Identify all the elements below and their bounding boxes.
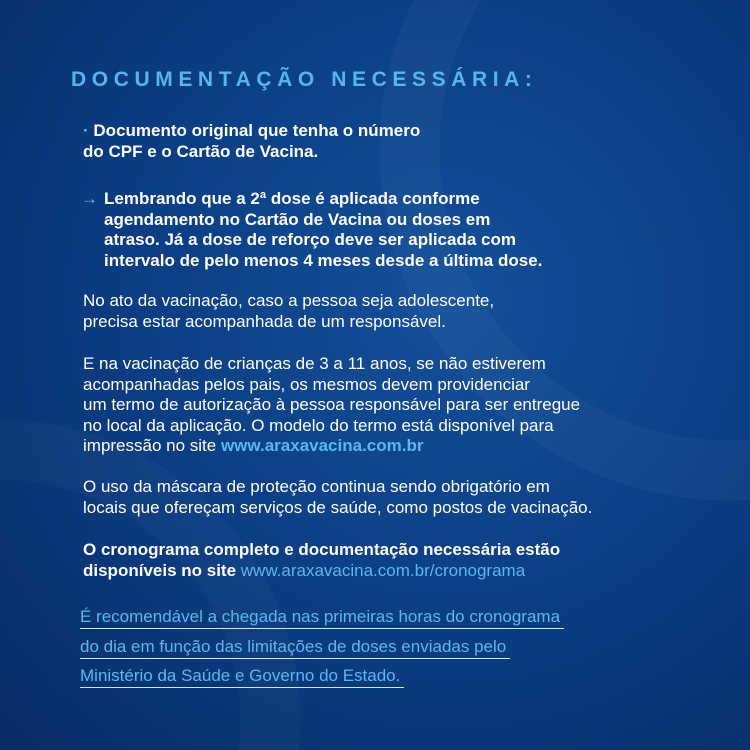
arrow-right-icon: → [81, 189, 98, 208]
bullet-line: Documento original que tenha o número [93, 121, 421, 140]
text-line: O uso da máscara de proteção continua sendo obrigatório em [83, 477, 550, 496]
recommendation-line: do dia em função das limitações de doses enviadas pelo [80, 636, 510, 659]
text-line: impressão no site [83, 436, 221, 455]
text-line: No ato da vacinação, caso a pessoa seja adolescente, [83, 291, 495, 310]
text-line: acompanhadas pelos pais, os mesmos devem providenciar [83, 374, 530, 394]
recommendation-paragraph [80, 604, 564, 693]
note-line: Lembrando que a 2ª dose é aplicada conforme [104, 189, 480, 208]
bullet-line: do CPF e o Cartão de Vacina. [83, 141, 319, 161]
text-line: disponíveis no site [83, 560, 241, 580]
page-title: DOCUMENTAÇÃO NECESSÁRIA: [71, 68, 538, 91]
recommendation-line: Ministério da Saúde e Governo do Estado. [80, 665, 404, 688]
note-line: atraso. Já a dose de reforço deve ser aplicada com [104, 230, 516, 249]
mask-paragraph [83, 477, 592, 518]
text-line: O cronograma completo e documentação necessária estão [83, 540, 561, 559]
schedule-link[interactable]: www.araxavacina.com.br/cronograma [240, 560, 526, 580]
site-link[interactable]: www.araxavacina.com.br [220, 436, 424, 455]
children-paragraph [83, 354, 580, 457]
note-item [83, 189, 542, 271]
text-line: no local da aplicação. O modelo do termo está disponível para [83, 415, 554, 435]
text-line: E na vacinação de crianças de 3 a 11 anos, se não estiverem [83, 354, 546, 373]
bullet-item [83, 121, 420, 162]
note-line: agendamento no Cartão de Vacina ou doses em [104, 209, 491, 229]
text-line: um termo de autorização à pessoa responsável para ser entregue [83, 395, 581, 414]
schedule-paragraph [83, 540, 560, 581]
note-line: intervalo de pelo menos 4 meses desde a última dose. [104, 250, 543, 270]
text-line: precisa estar acompanhada de um responsável. [83, 311, 446, 331]
adolescent-paragraph [83, 291, 494, 332]
recommendation-line: É recomendável a chegada nas primeiras horas do cronograma [80, 606, 564, 629]
bullet-marker: · [83, 121, 89, 140]
text-line: locais que ofereçam serviços de saúde, como postos de vacinação. [83, 497, 593, 517]
